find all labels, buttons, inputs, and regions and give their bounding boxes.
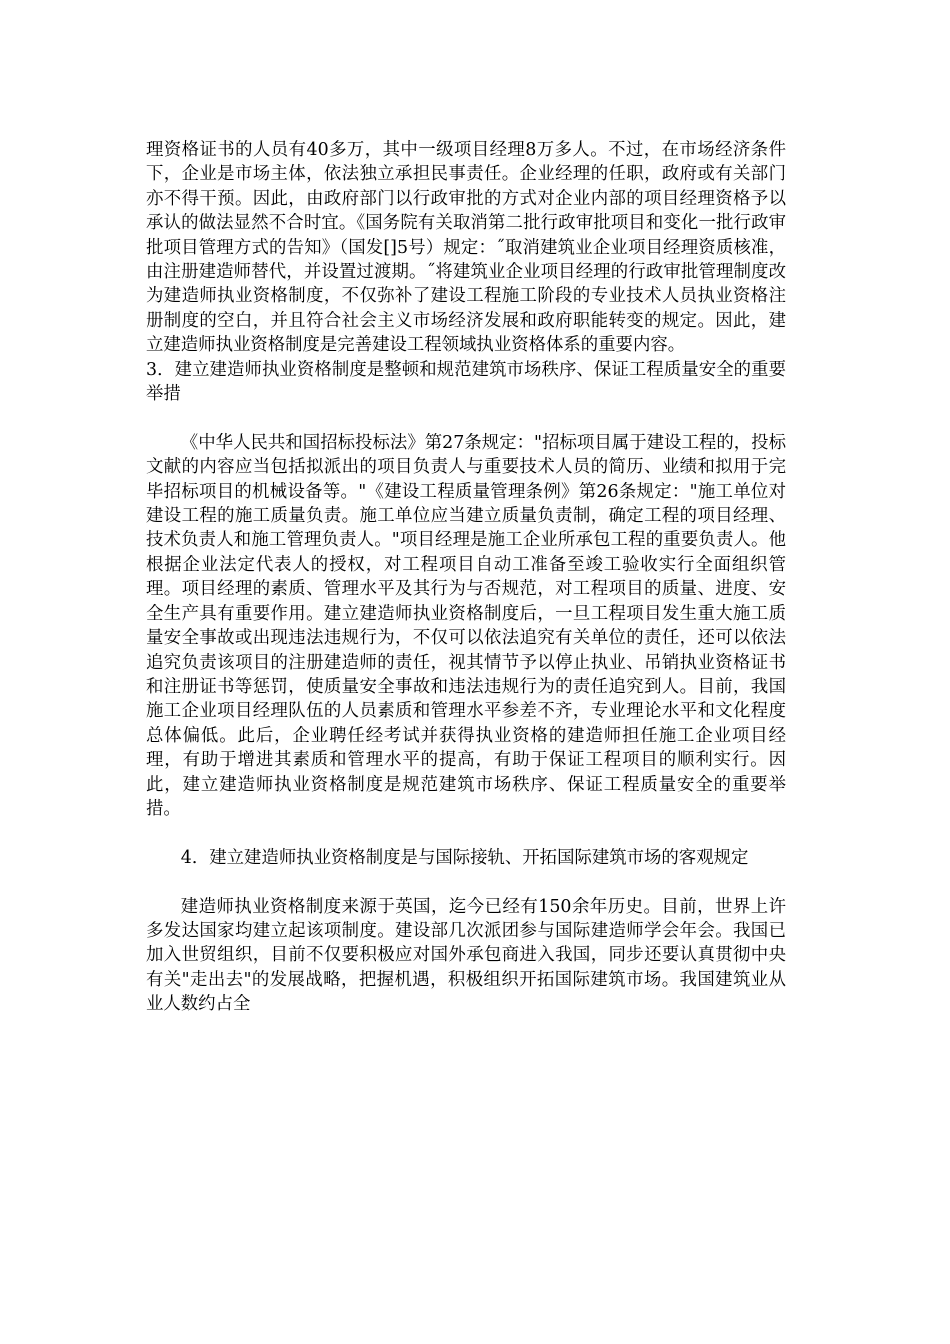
body-paragraph-qualification-reform: 理资格证书的人员有40多万，其中一级项目经理8万多人。不过，在市场经济条件下，企业是市场主体，依法独立承担民事责任。企业经理的任职，政府或有关部门亦不得干预。因此，由政府部门以行政审批的方式对企业内部的项目经理资格予以承认的做法显然不合时宜。《国务院有关取消第二批行政审批项目和变化一批行政审批项目管理方式的告知》（国发[]5号）规定：˝取消建筑业企业项目经理资质核准，由注册建造师替代，并设置过渡期。˝将建筑业企业项目经理的行政审批管理制度改为建造师执业资格制度，不仅弥补了建设工程施工阶段的专业技术人员执业资格注册制度的空白，并且符合社会主义市场经济发展和政府职能转变的规定。因此，建立建造师执业资格制度是完善建设工程领域执业资格体系的重要内容。 <box>146 140 786 356</box>
section-heading-4: 4．建立建造师执业资格制度是与国际接轨、开拓国际建筑市场的客观规定 <box>180 847 749 868</box>
paragraph-spacer <box>146 821 786 845</box>
body-paragraph-international: 建造师执业资格制度来源于英国，迄今已经有150余年历史。目前，世界上许多发达国家均建立起该项制度。建设部几次派团参与国际建造师学会年会。我国已加入世贸组织，目前不仅要积极应对国外承包商进入我国，同步还要认真贯彻中央有关"走出去"的发展战略，把握机遇，积极组织开拓国际建筑市场。我国建筑业从业人数约占全 <box>146 896 786 1015</box>
paragraph-spacer <box>146 870 786 894</box>
document-page <box>146 138 786 1017</box>
section-heading-3: 3．建立建造师执业资格制度是整顿和规范建筑市场秩序、保证工程质量安全的重要举措 <box>146 359 786 405</box>
paragraph-spacer <box>146 406 786 430</box>
body-paragraph-market-order: 《中华人民共和国招标投标法》第27条规定："招标项目属于建设工程的，投标文献的内容应当包括拟派出的项目负责人与重要技术人员的简历、业绩和拟用于完毕招标项目的机械设备等。"《建设工程质量管理条例》第26条规定："施工单位对建设工程的施工质量负责。施工单位应当建立质量负责制，确定工程的项目经理、技术负责人和施工管理负责人。"项目经理是施工企业所承包工程的重要负责人。他根据企业法定代表人的授权，对工程项目自动工准备至竣工验收实行全面组织管理。项目经理的素质、管理水平及其行为与否规范，对工程项目的质量、进度、安全生产具有重要作用。建立建造师执业资格制度后，一旦工程项目发生重大施工质量安全事故或出现违法违规行为，不仅可以依法追究有关单位的责任，还可以依法追究负责该项目的注册建造师的责任，视其情节予以停止执业、吊销执业资格证书和注册证书等惩罚，使质量安全事故和违法违规行为的责任追究到人。目前，我国施工企业项目经理队伍的人员素质和管理水平参差不齐，专业理论水平和文化程度总体偏低。此后，企业聘任经考试并获得执业资格的建造师担任施工企业项目经理，有助于增进其素质和管理水平的提高，有助于保证工程项目的顺利实行。因此，建立建造师执业资格制度是规范建筑市场秩序、保证工程质量安全的重要举措。 <box>146 432 786 819</box>
